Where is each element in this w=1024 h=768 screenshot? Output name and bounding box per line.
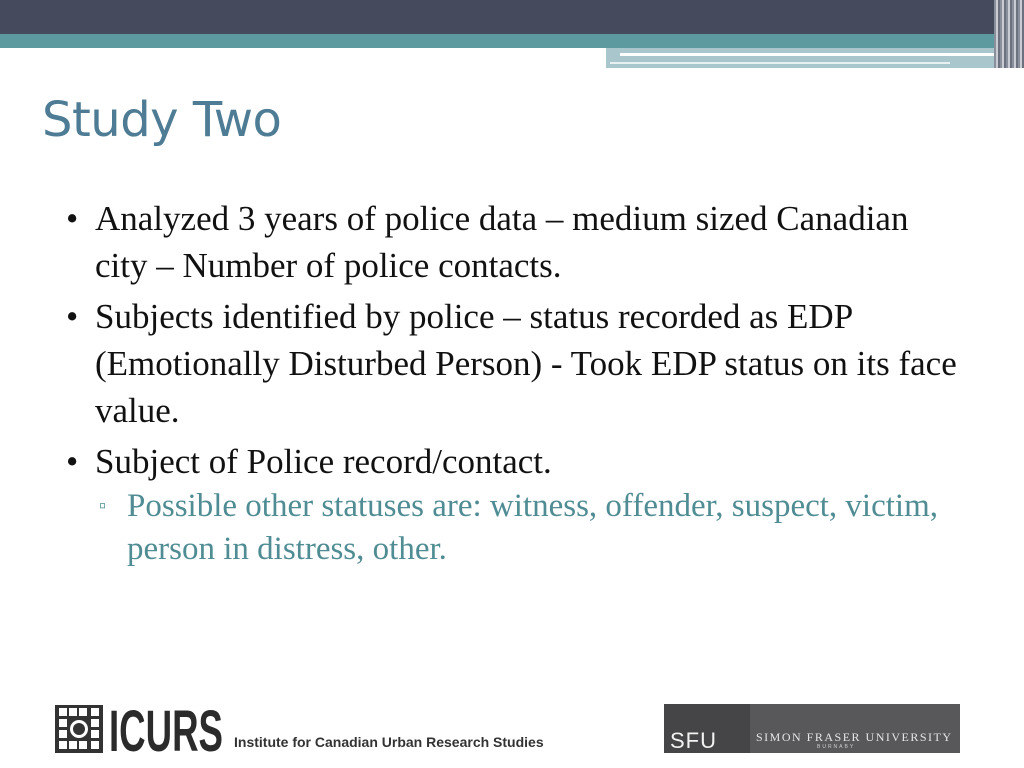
sfu-campus: BURNABY: [817, 744, 856, 750]
bullet-dot-icon: •: [66, 297, 79, 336]
sfu-logo-text: SFU: [670, 728, 717, 753]
sfu-logo-block: [664, 704, 750, 753]
header-teal-bar: [0, 34, 1024, 48]
icurs-tagline: Institute for Canadian Urban Research Studies: [234, 734, 544, 750]
bullet-dot-icon: •: [66, 442, 79, 481]
sfu-name: SIMON FRASER UNIVERSITY: [756, 730, 953, 744]
header-dark-bar: [0, 0, 1024, 34]
bullet-text: Analyzed 3 years of police data – medium sized Canadian city – Number of police contacts.: [95, 199, 909, 285]
bullet-item: [66, 293, 966, 434]
bullet-text: Subjects identified by police – status recorded as EDP (Emotionally Disturbed Person) - Took EDP status on its face value.: [95, 297, 957, 430]
header-accent-line: [610, 62, 950, 64]
sfu-logo: [664, 704, 960, 753]
bullet-list: [66, 195, 966, 575]
bullet-dot-icon: •: [66, 199, 79, 238]
sfu-logo-mark: [664, 704, 750, 753]
sub-bullet-list: [95, 485, 966, 571]
slide-title: Study Two: [42, 92, 282, 148]
header-light-bar: [606, 48, 1024, 68]
icurs-logo-text: ICURS: [109, 703, 223, 755]
bullet-item: [66, 195, 966, 289]
bullet-text: Subject of Police record/contact.: [95, 442, 552, 481]
sub-bullet-item: [95, 485, 966, 571]
hollow-square-icon: ▫: [99, 495, 107, 517]
icurs-grid-icon: [55, 705, 103, 753]
sub-bullet-text: Possible other statuses are: witness, offender, suspect, victim, person in distress, other.: [127, 488, 938, 567]
header-accent-line: [620, 53, 1024, 56]
header-stripes: [994, 0, 1024, 68]
bullet-item: [66, 438, 966, 571]
